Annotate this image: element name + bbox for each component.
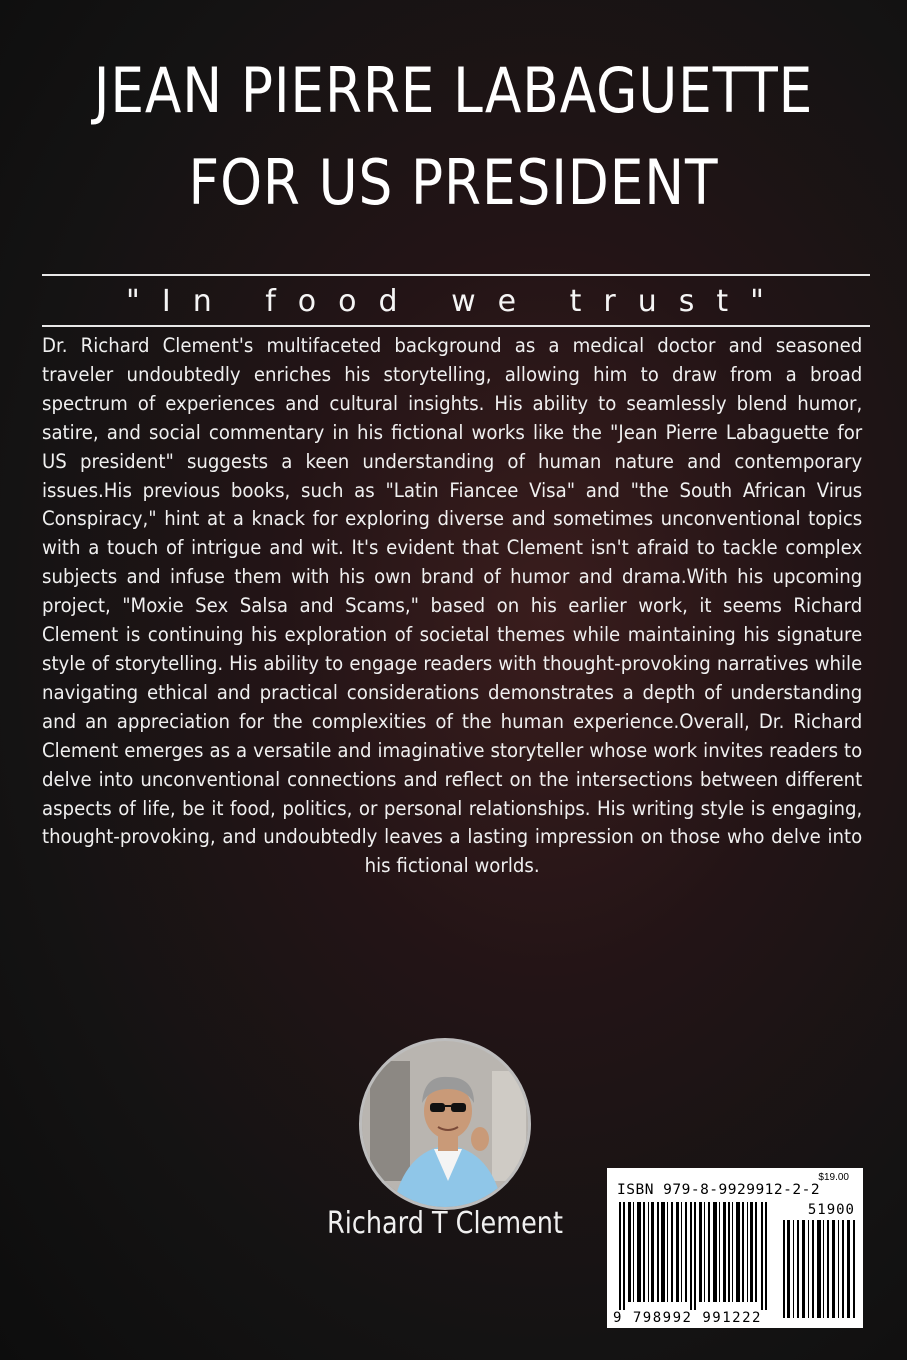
- top-divider: [42, 274, 870, 276]
- author-name: Richard T Clement: [327, 1206, 563, 1241]
- isbn-barcode-box: [607, 1168, 863, 1328]
- price-label: $19.00: [818, 1172, 849, 1183]
- tagline: "In food we trust": [126, 284, 786, 319]
- ean-number: 9 798992 991222: [613, 1310, 762, 1326]
- author-portrait-illustration: [362, 1041, 531, 1210]
- ean-barcode-bars: [619, 1202, 769, 1310]
- book-title-line-1: JEAN PIERRE LABAGUETTE: [93, 54, 814, 127]
- barcode-addon-number: 51900: [807, 1202, 855, 1218]
- isbn-number: ISBN 979-8-9929912-2-2: [617, 1182, 821, 1198]
- author-photo: [359, 1038, 531, 1210]
- book-title-line-2: FOR US PRESIDENT: [188, 146, 719, 219]
- addon-barcode-bars: [783, 1220, 857, 1318]
- bottom-divider: [42, 325, 870, 327]
- back-cover-blurb: Dr. Richard Clement's multifaceted background as a medical doctor and seasoned traveler undoubtedly enriches his storytelling, allowing him to draw from a broad spectrum of experiences and cultural insights. His ability to seamlessly blend humor, satire, and social commentary in his fictional works like the "Jean Pierre Labaguette for US president" suggests a keen understanding of human nature and contemporary issues.His previous books, such as "Latin Fiancee Visa" and "the South African Virus Conspiracy," hint at a knack for exploring diverse and sometimes unconventional topics with a touch of intrigue and wit. It's evident that Clement isn't afraid to tackle complex subjects and infuse them with his own brand of humor and drama.With his upcoming project, "Moxie Sex Salsa and Scams," based on his earlier work, it seems Richard Clement is continuing his exploration of societal themes while maintaining his signature style of storytelling. His ability to engage readers with thought-provoking narratives while navigating ethical and practical considerations demonstrates a depth of understanding and an appreciation for the complexities of the human experience.Overall, Dr. Richard Clement emerges as a versatile and imaginative storyteller whose work invites readers to delve into unconventional connections and reflect on the intersections between different aspects of life, be it food, politics, or personal relationships. His writing style is engaging, thought-provoking, and undoubtedly leaves a lasting impression on those who delve into his fictional worlds.: [42, 334, 863, 878]
